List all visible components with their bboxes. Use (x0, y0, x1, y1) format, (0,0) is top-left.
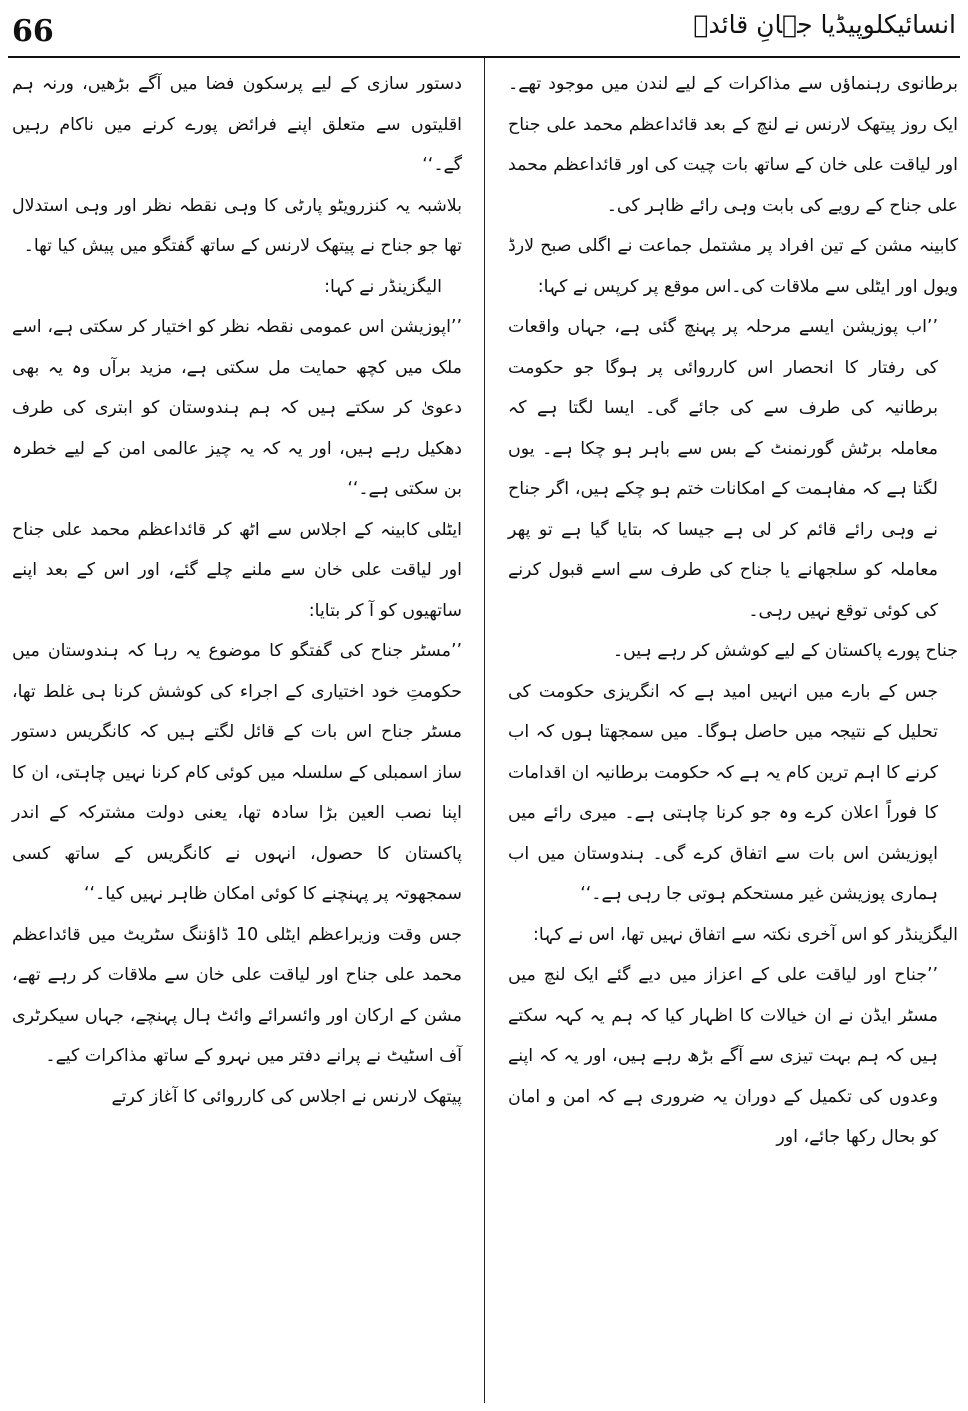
paragraph: پیتھک لارنس نے اجلاس کی کارروائی کا آغاز کرتے (111, 1086, 462, 1107)
page-header (0, 0, 968, 58)
paragraph: کابینہ مشن کے تین افراد پر مشتمل جماعت نے اگلی صبح لارڈ ویول اور ایٹلی سے ملاقات کی۔اس موقع پر کرپس نے کہا: (508, 236, 958, 297)
column-divider (484, 58, 485, 1403)
running-title: انسائیکلوپیڈیا جہانِ قائدؒ (693, 10, 956, 39)
left-column (12, 64, 462, 1117)
paragraph: جناح پورے پاکستان کے لیے کوشش کر رہے ہیں۔ (612, 641, 958, 661)
paragraph: الیگزینڈر نے کہا: (324, 276, 442, 297)
quotation: ’’اپوزیشن اس عمومی نقطہ نظر کو اختیار کر سکتی ہے، اسے ملک میں کچھ حمایت مل سکتی ہے، مزید برآں وہ یہ بھی دعویٰ کر سکتے ہیں کہ ہم ہندوستان کو ابتری کی طرف دھکیل رہے ہیں، اور یہ کہ یہ چیز عالمی امن کے لیے خطرہ بن سکتی ہے۔‘‘ (12, 317, 462, 499)
right-column (508, 64, 958, 1158)
paragraph: برطانوی رہنماؤں سے مذاکرات کے لیے لندن میں موجود تھے۔ایک روز پیتھک لارنس نے لنچ کے بعد قائداعظم محمد علی جناح اور لیاقت علی خان کے ساتھ بات چیت کی اور قائداعظم محمد علی جناح کے رویے کی بابت وہی رائے ظاہر کی۔ (508, 74, 958, 216)
paragraph: ایٹلی کابینہ کے اجلاس سے اٹھ کر قائداعظم محمد علی جناح اور لیاقت علی خان سے ملنے چلے گئے، اور اس کے بعد اپنے ساتھیوں کو آ کر بتایا: (12, 519, 462, 621)
paragraph: الیگزینڈر کو اس آخری نکتہ سے اتفاق نہیں تھا، اس نے کہا: (532, 924, 958, 945)
paragraph: دستور سازی کے لیے پرسکون فضا میں آگے بڑھیں، ورنہ ہم اقلیتوں سے متعلق اپنے فرائض پورے کرنے میں ناکام رہیں گے۔‘‘ (12, 74, 462, 175)
quotation: جس کے بارے میں انہیں امید ہے کہ انگریزی حکومت کی تحلیل کے نتیجہ میں حاصل ہوگا۔ میں سمجھتا ہوں کہ اب کرنے کا اہم ترین کام یہ ہے کہ حکومت برطانیہ ان اقدامات کا فوراً اعلان کرے وہ جو کرنا چاہتی ہے۔ میری رائے میں اپوزیشن اس بات سے اتفاق کرے گی۔ ہندوستان میں اب ہماری پوزیشن غیر مستحکم ہوتی جا رہی ہے۔‘‘ (508, 681, 938, 904)
quotation: ’’جناح اور لیاقت علی کے اعزاز میں دیے گئے ایک لنچ میں مسٹر ایڈن نے ان خیالات کا اظہار کیا کہ ہم یہ کہہ سکتے ہیں کہ ہم بہت تیزی سے آگے بڑھ رہے ہیں، اور یہ کہ اپنے وعدوں کی تکمیل کے دوران یہ ضروری ہے کہ امن و امان کو بحال رکھا جائے، اور (508, 965, 938, 1147)
paragraph: جس وقت وزیراعظم ایٹلی 10 ڈاؤننگ سٹریٹ میں قائداعظم محمد علی جناح اور لیاقت علی خان سے ملاقات کر رہے تھے، مشن کے ارکان اور وائسرائے وائٹ ہال پہنچے، جہاں سیکرٹری آف اسٹیٹ نے پرانے دفتر میں نہرو کے ساتھ مذاکرات کیے۔ (12, 924, 462, 1066)
quotation: ’’مسٹر جناح کی گفتگو کا موضوع یہ رہا کہ ہندوستان میں حکومتِ خود اختیاری کے اجراء کی کوشش کرنا ہی غلط تھا، مسٹر جناح اس بات کے قائل لگتے ہیں کہ کانگریس دستور ساز اسمبلی کے سلسلہ میں کوئی کام کرنا نہیں چاہتی، ان کا اپنا نصب العین بڑا سادہ تھا، یعنی دولت مشترکہ کے اندر پاکستان کا حصول، انہوں نے کانگریس کے ساتھ کسی سمجھوتہ پر پہنچنے کا کوئی امکان ظاہر نہیں کیا۔‘‘ (12, 641, 462, 904)
paragraph: بلاشبہ یہ کنزرویٹو پارٹی کا وہی نقطہ نظر اور وہی استدلال تھا جو جناح نے پیتھک لارنس کے ساتھ گفتگو میں پیش کیا تھا۔ (12, 195, 462, 256)
quotation: ’’اب پوزیشن ایسے مرحلہ پر پہنچ گئی ہے، جہاں واقعات کی رفتار کا انحصار اس کارروائی پر ہوگا جو حکومت برطانیہ کی طرف سے کی جائے گی۔ ایسا لگتا ہے کہ معاملہ برٹش گورنمنٹ کے بس سے باہر ہو چکا ہے۔ یوں لگتا ہے کہ مفاہمت کے امکانات ختم ہو چکے ہیں، اگر جناح نے وہی رائے قائم کر لی ہے جیسا کہ بتایا گیا ہے تو پھر معاملہ کو سلجھانے یا جناح کی طرف سے اسے قبول کرنے کی کوئی توقع نہیں رہی۔ (508, 317, 938, 621)
page-number: 66 (12, 14, 54, 49)
